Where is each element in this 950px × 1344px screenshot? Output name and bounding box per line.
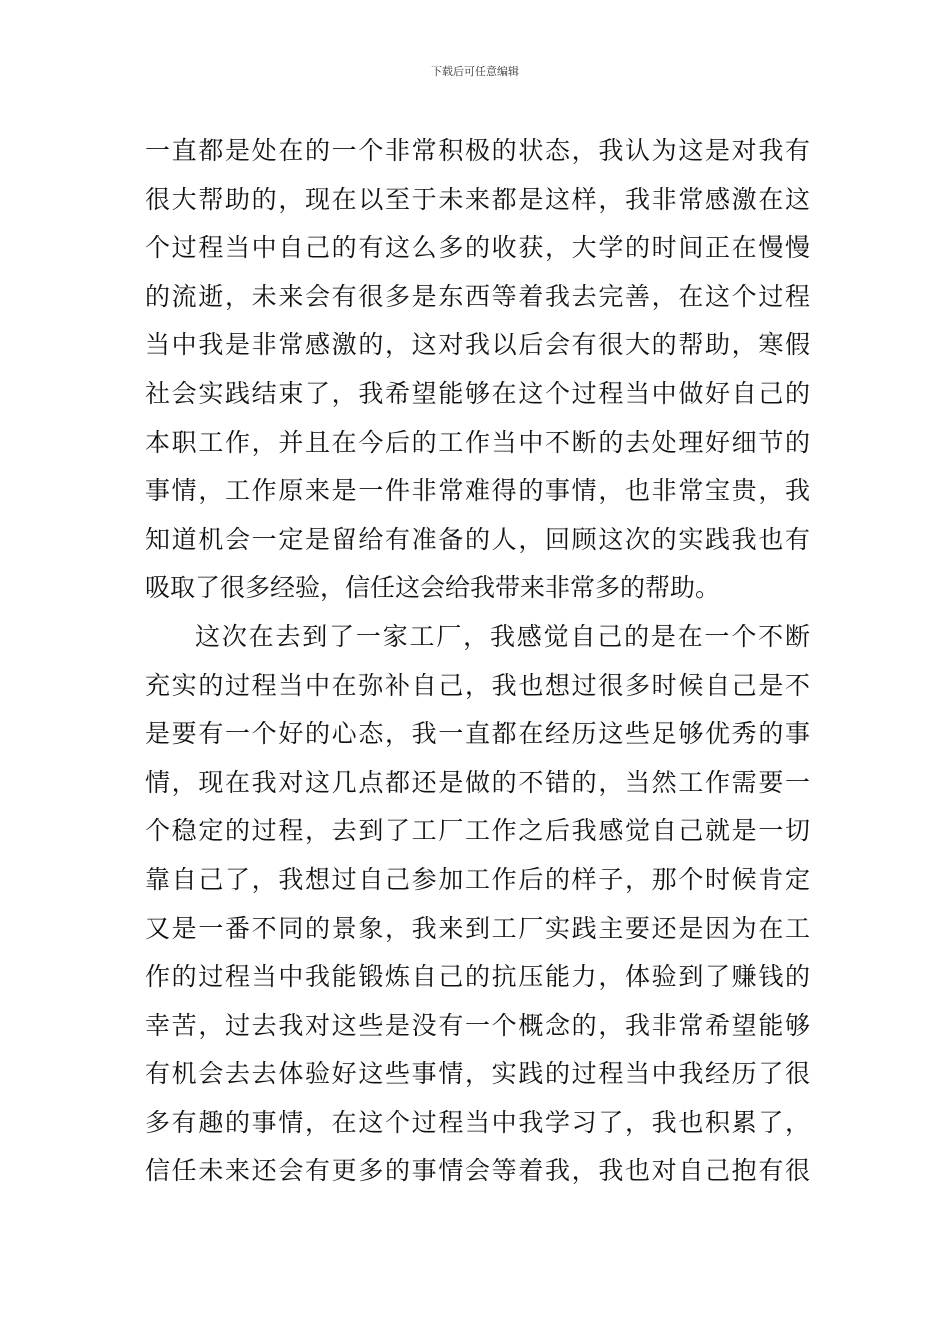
text-line: 多有趣的事情，在这个过程当中我学习了，我也积累了， [145, 1107, 810, 1137]
text-line: 情，现在我对这几点都还是做的不错的，当然工作需要一 [145, 767, 810, 797]
text-line: 知道机会一定是留给有准备的人，回顾这次的实践我也有 [145, 524, 810, 554]
text-line: 作的过程当中我能锻炼自己的抗压能力，体验到了赚钱的 [145, 962, 810, 992]
text-line: 社会实践结束了，我希望能够在这个过程当中做好自己的 [145, 378, 810, 408]
page-header: 下载后可任意编辑 [431, 65, 519, 78]
text-line: 是要有一个好的心态，我一直都在经历这些足够优秀的事 [145, 719, 810, 749]
document-body [145, 127, 810, 1196]
text-line: 又是一番不同的景象，我来到工厂实践主要还是因为在工 [145, 913, 810, 943]
text-line: 的流逝，未来会有很多是东西等着我去完善，在这个过程 [145, 281, 810, 311]
text-line: 充实的过程当中在弥补自己，我也想过很多时候自己是不 [145, 670, 810, 700]
text-line: 一直都是处在的一个非常积极的状态，我认为这是对我有 [145, 136, 810, 165]
paragraph-1 [145, 127, 810, 613]
text-line: 吸取了很多经验，信任这会给我带来非常多的帮助。 [145, 573, 721, 603]
text-line: 本职工作，并且在今后的工作当中不断的去处理好细节的 [145, 427, 810, 457]
text-line: 信任未来还会有更多的事情会等着我，我也对自己抱有很 [145, 1156, 810, 1186]
text-line: 个过程当中自己的有这么多的收获，大学的时间正在慢慢 [145, 233, 810, 263]
text-line: 事情，工作原来是一件非常难得的事情，也非常宝贵，我 [145, 476, 810, 506]
text-line: 很大帮助的，现在以至于未来都是这样，我非常感激在这 [145, 184, 810, 214]
text-line: 当中我是非常感激的，这对我以后会有很大的帮助，寒假 [145, 330, 810, 360]
text-line: 靠自己了，我想过自己参加工作后的样子，那个时候肯定 [145, 864, 810, 894]
text-line: 有机会去去体验好这些事情，实践的过程当中我经历了很 [145, 1059, 810, 1089]
text-line: 这次在去到了一家工厂，我感觉自己的是在一个不断 [195, 621, 810, 651]
text-line: 幸苦，过去我对这些是没有一个概念的，我非常希望能够 [145, 1010, 810, 1040]
text-line: 个稳定的过程，去到了工厂工作之后我感觉自己就是一切 [145, 816, 810, 846]
paragraph-2 [145, 613, 810, 1196]
